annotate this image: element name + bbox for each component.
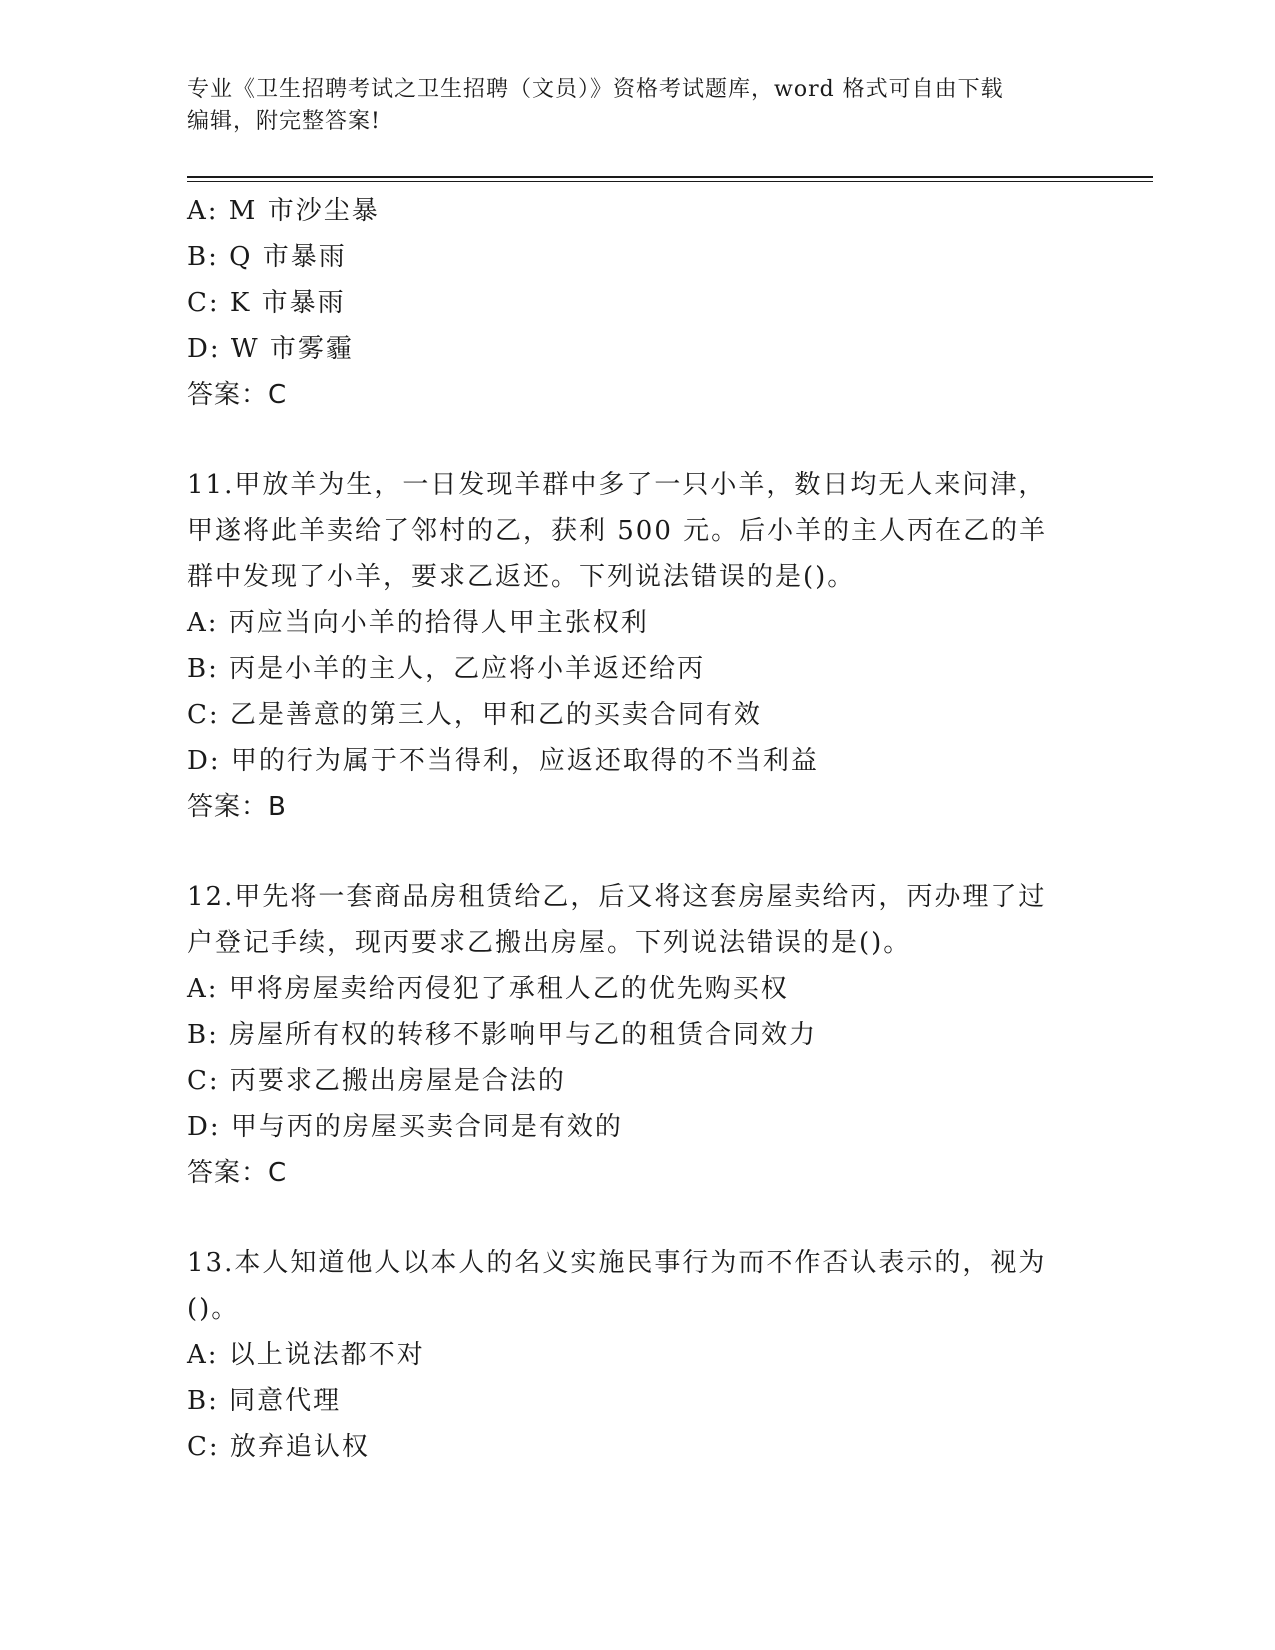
question-stem-line: 13.本人知道他人以本人的名义实施民事行为而不作否认表示的，视为 xyxy=(187,1248,1047,1278)
option-a: A: M 市沙尘暴 xyxy=(187,196,380,226)
question-block-12 xyxy=(187,874,1087,1196)
option-d: D: W 市雾霾 xyxy=(187,334,354,364)
answer-line: 答案：C xyxy=(187,1158,288,1188)
answer-line: 答案：B xyxy=(187,792,287,822)
spacer xyxy=(187,830,1087,874)
option-c: C: 乙是善意的第三人，甲和乙的买卖合同有效 xyxy=(187,700,762,730)
question-stem-line: 户登记手续，现丙要求乙搬出房屋。下列说法错误的是()。 xyxy=(187,928,912,958)
question-list xyxy=(187,188,1087,1470)
spacer xyxy=(187,418,1087,462)
option-d: D: 甲与丙的房屋买卖合同是有效的 xyxy=(187,1112,623,1142)
document-header xyxy=(187,74,1087,138)
question-stem-line: 12.甲先将一套商品房租赁给乙，后又将这套房屋卖给丙，丙办理了过 xyxy=(187,882,1047,912)
option-c: C: K 市暴雨 xyxy=(187,288,346,318)
option-b: B: 同意代理 xyxy=(187,1386,342,1416)
option-d: D: 甲的行为属于不当得利，应返还取得的不当利益 xyxy=(187,746,819,776)
question-block-11 xyxy=(187,462,1087,830)
header-line-1: 专业《卫生招聘考试之卫生招聘（文员）》资格考试题库，word 格式可自由下载 xyxy=(187,77,1004,102)
question-block-prev xyxy=(187,188,1087,418)
option-c: C: 丙要求乙搬出房屋是合法的 xyxy=(187,1066,566,1096)
option-b: B: 丙是小羊的主人，乙应将小羊返还给丙 xyxy=(187,654,706,684)
option-a: A: 甲将房屋卖给丙侵犯了承租人乙的优先购买权 xyxy=(187,974,789,1004)
option-a: A: 以上说法都不对 xyxy=(187,1340,425,1370)
question-block-13 xyxy=(187,1240,1087,1470)
question-stem-line: 甲遂将此羊卖给了邻村的乙，获利 500 元。后小羊的主人丙在乙的羊 xyxy=(187,516,1048,546)
spacer xyxy=(187,1196,1087,1240)
option-a: A: 丙应当向小羊的拾得人甲主张权利 xyxy=(187,608,649,638)
header-line-2: 编辑，附完整答案! xyxy=(187,109,381,134)
header-divider-thick xyxy=(187,176,1153,178)
option-c: C: 放弃追认权 xyxy=(187,1432,370,1462)
option-b: B: Q 市暴雨 xyxy=(187,242,347,272)
question-stem-line: 11.甲放羊为生，一日发现羊群中多了一只小羊，数日均无人来问津， xyxy=(187,470,1047,500)
question-stem-line: ()。 xyxy=(187,1294,240,1324)
question-stem-line: 群中发现了小羊，要求乙返还。下列说法错误的是()。 xyxy=(187,562,856,592)
answer-line: 答案：C xyxy=(187,380,288,410)
option-b: B: 房屋所有权的转移不影响甲与乙的租赁合同效力 xyxy=(187,1020,818,1050)
header-divider-thin xyxy=(187,181,1153,182)
